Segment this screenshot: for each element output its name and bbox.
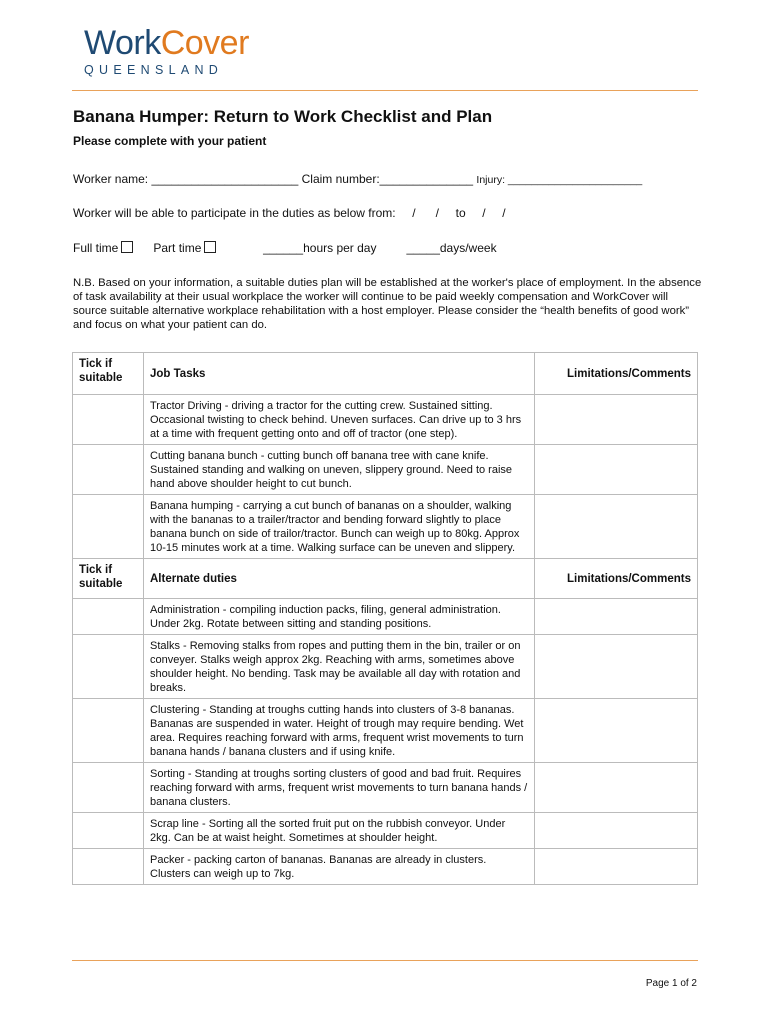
task-cell: Banana humping - carrying a cut bunch of bananas on a shoulder, walking with the bananas to a trailer/tractor and bending forward slightly to place banana bunch on side of trailor/tractor. Bunch can weigh up to 80kg. Approx 10-15 minutes work at a time. Walking surface can be uneven and slippery. bbox=[144, 495, 535, 559]
tick-cell[interactable] bbox=[73, 395, 144, 445]
duties-table bbox=[72, 352, 698, 885]
comment-cell[interactable] bbox=[535, 599, 698, 635]
alternate-duties-header: Alternate duties bbox=[144, 559, 535, 599]
comment-cell[interactable] bbox=[535, 635, 698, 699]
tick-cell[interactable] bbox=[73, 445, 144, 495]
comments-header: Limitations/Comments bbox=[535, 353, 698, 395]
page-title: Banana Humper: Return to Work Checklist and Plan bbox=[73, 107, 493, 126]
task-cell: Sorting - Standing at troughs sorting clusters of good and bad fruit. Requires reaching forward with arms, frequent wrist movements to turn banana hands / banana clusters. bbox=[144, 763, 535, 813]
page-number: Page 1 of 2 bbox=[645, 978, 697, 989]
header-rule bbox=[72, 90, 698, 91]
tick-header: Tick if suitable bbox=[73, 559, 144, 599]
task-cell: Administration - compiling induction packs, filing, general administration. Under 2kg. Rotate between sitting and standing positions. bbox=[144, 599, 535, 635]
task-cell: Packer - packing carton of bananas. Bananas are already in clusters. Clusters can weigh up to 7kg. bbox=[144, 849, 535, 885]
time-line bbox=[73, 241, 497, 255]
logo-work: Work bbox=[84, 24, 161, 62]
tick-cell[interactable] bbox=[73, 495, 144, 559]
table-row bbox=[73, 763, 698, 813]
task-cell: Scrap line - Sorting all the sorted fruit put on the rubbish conveyor. Under 2kg. Can be at waist height. Sometimes at shoulder height. bbox=[144, 813, 535, 849]
logo-cover: Cover bbox=[160, 24, 249, 62]
task-cell: Tractor Driving - driving a tractor for the cutting crew. Sustained sitting. Occasional twisting to check behind. Uneven surfaces. Can drive up to 3 hrs at a time with frequent getting onto and off of tractor (one step). bbox=[144, 395, 535, 445]
logo-subtitle: QUEENSLAND bbox=[84, 63, 224, 77]
tick-cell[interactable] bbox=[73, 699, 144, 763]
task-cell: Cutting banana bunch - cutting bunch off banana tree with cane knife. Sustained standing and walking on uneven, slippery ground. Need to raise hand above shoulder height to cut bunch. bbox=[144, 445, 535, 495]
comment-cell[interactable] bbox=[535, 813, 698, 849]
hours-per-day-field: ______hours per day bbox=[263, 241, 377, 255]
workcover-logo bbox=[84, 26, 249, 77]
part-time-label: Part time bbox=[153, 241, 202, 255]
nb-paragraph: N.B. Based on your information, a suitable duties plan will be established at the worker's place of employment. In the absence of task availability at their usual workplace the worker will continue to be paid weekly compensation and WorkCover will source suitable alternative workplace rehabilitation with a host employer. Please consider the “health benefits of good work” and focus on what your patient can do. bbox=[73, 277, 702, 331]
table-row bbox=[73, 395, 698, 445]
part-time-checkbox[interactable] bbox=[204, 241, 216, 253]
comments-header: Limitations/Comments bbox=[535, 559, 698, 599]
table-row bbox=[73, 813, 698, 849]
worker-details-line bbox=[73, 172, 642, 186]
table-row bbox=[73, 699, 698, 763]
logo-wordmark bbox=[84, 26, 249, 60]
page-subtitle: Please complete with your patient bbox=[73, 134, 267, 148]
alternate-duties-header-row bbox=[73, 559, 698, 599]
full-time-label: Full time bbox=[73, 241, 119, 255]
tick-header: Tick if suitable bbox=[73, 353, 144, 395]
tick-cell[interactable] bbox=[73, 635, 144, 699]
comment-cell[interactable] bbox=[535, 849, 698, 885]
task-cell: Clustering - Standing at troughs cutting hands into clusters of 3-8 bananas. Bananas are suspended in water. Height of trough may require bending. Wet area. Requires reaching forward with arms, frequent wrist movements to turn banana hands / banana clusters and if using knife. bbox=[144, 699, 535, 763]
job-tasks-header: Job Tasks bbox=[144, 353, 535, 395]
table-row bbox=[73, 445, 698, 495]
table-row bbox=[73, 495, 698, 559]
comment-cell[interactable] bbox=[535, 445, 698, 495]
table-row bbox=[73, 635, 698, 699]
dates-line: Worker will be able to participate in the duties as below from: / / to / / bbox=[73, 206, 506, 220]
task-cell: Stalks - Removing stalks from ropes and putting them in the bin, trailer or on conveyer. Stalks weigh approx 2kg. Reaching with arms, sometimes above shoulder height. No bending. Task may be available all day with rotation and breaks. bbox=[144, 635, 535, 699]
job-tasks-header-row bbox=[73, 353, 698, 395]
table-row bbox=[73, 599, 698, 635]
tick-cell[interactable] bbox=[73, 763, 144, 813]
days-per-week-field: _____days/week bbox=[406, 241, 497, 255]
comment-cell[interactable] bbox=[535, 395, 698, 445]
comment-cell[interactable] bbox=[535, 699, 698, 763]
tick-cell[interactable] bbox=[73, 813, 144, 849]
injury-text: Injury: _______________________ bbox=[476, 174, 643, 186]
comment-cell[interactable] bbox=[535, 763, 698, 813]
full-time-checkbox[interactable] bbox=[121, 241, 133, 253]
footer-rule bbox=[72, 960, 698, 961]
tick-cell[interactable] bbox=[73, 849, 144, 885]
comment-cell[interactable] bbox=[535, 495, 698, 559]
tick-cell[interactable] bbox=[73, 599, 144, 635]
table-row bbox=[73, 849, 698, 885]
worker-name-claim-text: Worker name: ______________________ Claim number:______________ bbox=[73, 172, 477, 186]
